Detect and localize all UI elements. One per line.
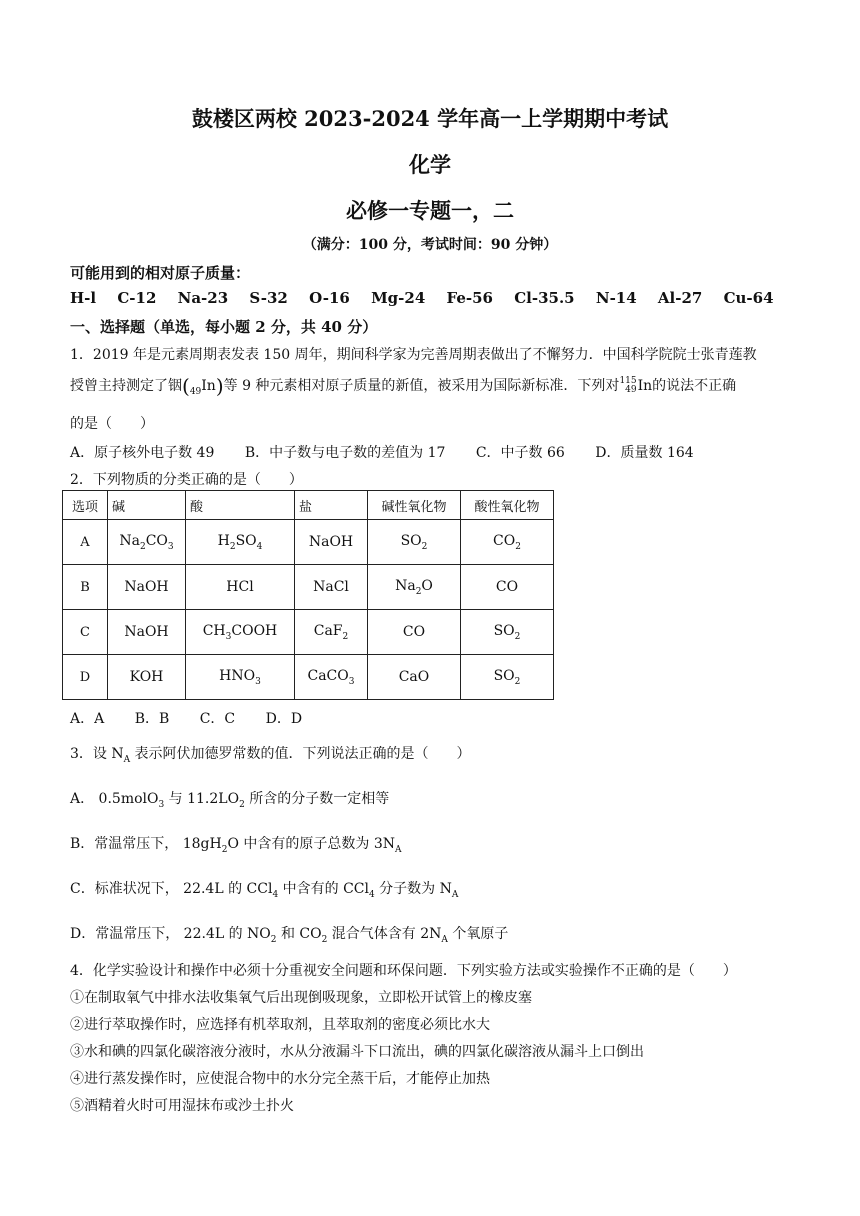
mass-item: C-12 xyxy=(117,289,157,307)
q4-item: ⑤酒精着火时可用湿抹布或沙土扑火 xyxy=(70,1098,294,1114)
q1-line2: 授曾主持测定了铟$(_{49}In)$等 9 种元素相对原子质量的新值，被采用为国际新标准．下列对115 49In的说法不正确 xyxy=(70,374,737,398)
subject-title: 化学 xyxy=(409,152,451,177)
option-d: D．D xyxy=(265,711,303,727)
masses-label: 可能用到的相对原子质量： xyxy=(70,264,251,282)
header-cell: 酸性氧化物 xyxy=(461,491,554,520)
header-cell: 选项 xyxy=(63,491,108,520)
exam-title: 鼓楼区两校 2023-2024 学年高一上学期期中考试 xyxy=(191,106,669,131)
table-header-row xyxy=(63,491,554,520)
q4-item: ③水和碘的四氯化碳溶液分液时，水从分液漏斗下口流出，碘的四氯化碳溶液从漏斗上口倒出 xyxy=(70,1044,644,1060)
mass-item: Na-23 xyxy=(177,289,229,307)
atomic-masses xyxy=(70,289,790,307)
q3-option-b: B．常温常压下， $18gH_2O$ 中含有的原子总数为 $3N_A$ xyxy=(70,836,402,855)
classification-table xyxy=(62,490,554,700)
mass-item: S-32 xyxy=(249,289,288,307)
q4-item: ①在制取氧气中排水法收集氧气后出现倒吸现象，立即松开试管上的橡皮塞 xyxy=(70,990,532,1006)
mass-item: N-14 xyxy=(595,289,637,307)
option-b: B．B xyxy=(134,711,170,727)
mass-item: Fe-56 xyxy=(446,289,493,307)
header-cell: 碱 xyxy=(108,491,186,520)
mass-item: Cl-35.5 xyxy=(514,289,575,307)
q4-item: ④进行蒸发操作时，应使混合物中的水分完全蒸干后，才能停止加热 xyxy=(70,1071,490,1087)
option-a: A．原子核外电子数 49 xyxy=(70,445,215,461)
table-row: D KOH $HNO_3$ CaCO$_3$ CaO $SO_2$ xyxy=(63,655,554,700)
mass-item: Mg-24 xyxy=(371,289,426,307)
section-heading: 一、选择题（单选，每小题 2 分，共 40 分） xyxy=(70,318,378,336)
q2-stem: 2．下列物质的分类正确的是（ ） xyxy=(70,472,303,488)
mass-item: O-16 xyxy=(309,289,350,307)
table-row: C NaOH $CH_3COOH$ CaF$_2$ CO $SO_2$ xyxy=(63,610,554,655)
table-row: A $Na_2CO_3$ $H_2SO_4$ NaOH $SO_2$ $CO_2$ xyxy=(63,520,554,565)
option-c: C．C xyxy=(199,711,236,727)
q4-stem: 4．化学实验设计和操作中必须十分重视安全问题和环保问题．下列实验方法或实验操作不正确的是（ ） xyxy=(70,963,737,979)
q4-item: ②进行萃取操作时，应选择有机萃取剂，且萃取剂的密度必须比水大 xyxy=(70,1017,490,1033)
mass-item: Cu-64 xyxy=(723,289,774,307)
q3-option-c: C．标准状况下， 22.4L 的 CCl$_4$ 中含有的 CCl$_4$ 分子数为 $N_A$ xyxy=(70,881,459,900)
header-cell: 盐 xyxy=(295,491,368,520)
header-cell: 碱性氧化物 xyxy=(368,491,461,520)
option-a: A．A xyxy=(70,711,105,727)
q1-line3: 的是（ ） xyxy=(70,416,154,432)
q1-options xyxy=(70,442,720,462)
exam-info: （满分：100 分，考试时间：90 分钟） xyxy=(302,237,558,253)
q1-line1: 1．2019 年是元素周期表发表 150 周年，期间科学家为完善周期表做出了不懈努力．中国科学院院士张青莲教 xyxy=(70,347,757,363)
nuclide-notation: 115 49 xyxy=(619,376,637,395)
header-cell: 酸 xyxy=(186,491,295,520)
q2-options xyxy=(70,708,328,728)
q3-option-a: A． 0.5molO$_3$ 与 $11.2LO_2$ 所含的分子数一定相等 xyxy=(70,791,390,810)
mass-item: H-l xyxy=(70,289,97,307)
mass-item: Al-27 xyxy=(657,289,703,307)
option-d: D．质量数 164 xyxy=(595,445,694,461)
q3-stem: 3．设 $N_A$ 表示阿伏加德罗常数的值．下列说法正确的是（ ） xyxy=(70,746,471,765)
q3-option-d: D．常温常压下， 22.4L 的 $NO_2$ 和 $CO_2$ 混合气体含有 $2N_A$ 个氧原子 xyxy=(70,926,509,945)
option-b: B．中子数与电子数的差值为 17 xyxy=(244,445,446,461)
option-c: C．中子数 66 xyxy=(475,445,565,461)
table-row: B NaOH HCl NaCl $Na_2O$ CO xyxy=(63,565,554,610)
scope-title: 必修一专题一，二 xyxy=(346,198,514,223)
